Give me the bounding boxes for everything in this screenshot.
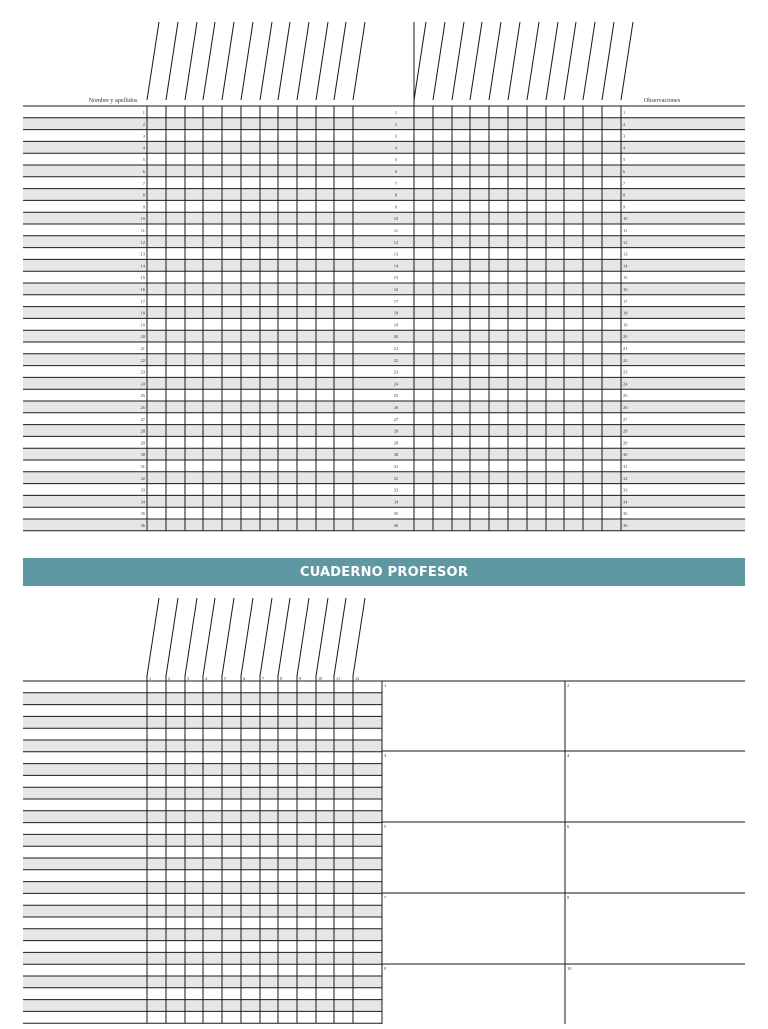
observation-row-number: 17 xyxy=(623,298,628,304)
left-row-number: 2 xyxy=(142,121,145,127)
left-row-number: 3 xyxy=(142,133,145,139)
column-header-slant xyxy=(353,22,365,100)
observation-row-number: 12 xyxy=(623,239,628,245)
right-row-number: 10 xyxy=(393,216,399,222)
right-row-number: 9 xyxy=(394,204,398,210)
row-stripe xyxy=(23,259,372,271)
row-stripe xyxy=(372,259,745,271)
column-number: 12 xyxy=(355,676,360,681)
row-stripe xyxy=(372,141,745,153)
left-row-number: 6 xyxy=(142,169,145,174)
row-stripe xyxy=(372,354,745,366)
right-row-number: 7 xyxy=(394,180,398,186)
observation-row-number: 34 xyxy=(623,499,628,505)
left-row-number: 31 xyxy=(140,464,145,469)
left-row-number: 36 xyxy=(140,523,145,528)
column-number: 2 xyxy=(168,676,171,681)
observation-row-number: 24 xyxy=(623,381,628,387)
column-header-slant xyxy=(260,598,272,676)
column-header-slant xyxy=(203,598,215,676)
right-row-number: 19 xyxy=(393,322,399,328)
observation-row-number: 7 xyxy=(623,180,626,186)
right-row-number: 27 xyxy=(393,416,399,422)
column-header-slant xyxy=(414,22,426,100)
note-box-number: 4 xyxy=(567,753,570,758)
right-row-number: 17 xyxy=(393,298,399,304)
observation-row-number: 27 xyxy=(623,416,628,422)
note-box-number: 9 xyxy=(384,966,387,971)
row-stripe xyxy=(23,401,372,413)
row-stripe xyxy=(23,448,372,460)
observation-row-number: 8 xyxy=(623,192,626,198)
left-row-number: 18 xyxy=(140,310,145,316)
column-header-slant xyxy=(297,598,309,676)
left-row-number: 17 xyxy=(140,298,145,304)
left-row-number: 23 xyxy=(140,369,145,375)
right-row-number: 11 xyxy=(393,228,399,233)
left-row-number: 8 xyxy=(142,192,145,198)
note-box-number: 2 xyxy=(567,683,570,688)
column-header-slant xyxy=(470,22,482,100)
column-number: 11 xyxy=(336,676,341,681)
column-header-slant xyxy=(489,22,501,100)
right-row-number: 21 xyxy=(393,346,399,351)
right-row-number: 25 xyxy=(393,393,399,399)
column-header-slant xyxy=(527,22,539,100)
observation-row-number: 36 xyxy=(623,523,628,528)
note-box-number: 7 xyxy=(384,895,387,900)
right-row-number: 1 xyxy=(394,110,398,115)
observation-row-number: 14 xyxy=(623,263,628,269)
left-row-number: 28 xyxy=(140,428,145,434)
right-row-number: 8 xyxy=(394,192,398,198)
left-row-number: 34 xyxy=(140,499,145,505)
observation-row-number: 29 xyxy=(623,440,628,446)
observation-row-number: 32 xyxy=(623,475,628,481)
observation-row-number: 15 xyxy=(623,275,628,281)
column-header-slant xyxy=(260,22,272,100)
left-row-number: 12 xyxy=(140,239,145,245)
column-header-slant xyxy=(316,22,328,100)
left-row-number: 26 xyxy=(140,405,145,410)
observations-header: Observaciones xyxy=(643,97,681,104)
right-row-number: 14 xyxy=(393,263,399,269)
left-row-number: 25 xyxy=(140,393,145,399)
observation-row-number: 9 xyxy=(623,204,626,210)
column-header-slant xyxy=(621,22,633,100)
observation-row-number: 1 xyxy=(623,110,626,115)
observation-row-number: 31 xyxy=(623,464,628,469)
left-row-number: 20 xyxy=(140,334,145,340)
left-row-number: 15 xyxy=(140,275,145,281)
right-row-number: 31 xyxy=(393,464,399,469)
column-number: 9 xyxy=(299,676,302,681)
right-row-number: 33 xyxy=(393,487,399,493)
banner-title: CUADERNO PROFESOR xyxy=(299,564,469,580)
row-stripe xyxy=(23,141,372,153)
left-row-number: 27 xyxy=(140,416,145,422)
row-stripe xyxy=(372,236,745,248)
observation-row-number: 26 xyxy=(623,405,628,410)
observation-row-number: 35 xyxy=(623,511,628,517)
left-row-number: 11 xyxy=(140,228,145,233)
right-row-number: 16 xyxy=(393,287,399,292)
column-number: 8 xyxy=(280,676,283,681)
right-row-number: 6 xyxy=(394,169,398,174)
observation-row-number: 13 xyxy=(623,251,628,257)
right-row-number: 26 xyxy=(393,405,399,410)
column-header-slant xyxy=(452,22,464,100)
left-row-number: 22 xyxy=(140,357,145,363)
left-row-number: 29 xyxy=(140,440,145,446)
column-header-slant xyxy=(508,22,520,100)
right-row-number: 12 xyxy=(393,239,399,245)
column-header-slant xyxy=(278,22,290,100)
note-box-number: 6 xyxy=(567,824,570,829)
column-header-slant xyxy=(334,22,346,100)
right-row-number: 29 xyxy=(393,440,399,446)
column-header-slant xyxy=(602,22,614,100)
right-row-number: 4 xyxy=(394,145,398,151)
row-stripe xyxy=(372,472,745,484)
row-stripe xyxy=(23,189,372,201)
note-box-number: 10 xyxy=(567,966,572,971)
left-row-number: 16 xyxy=(140,287,145,292)
column-number: 4 xyxy=(205,676,208,681)
column-header-slant xyxy=(147,598,159,676)
column-header-slant xyxy=(147,22,159,100)
column-header-slant xyxy=(241,22,253,100)
left-row-number: 5 xyxy=(142,157,145,163)
row-stripe xyxy=(23,236,372,248)
right-row-number: 3 xyxy=(394,133,398,139)
observation-row-number: 21 xyxy=(623,346,628,351)
left-row-number: 9 xyxy=(142,204,145,210)
column-header-slant xyxy=(222,22,234,100)
left-row-number: 35 xyxy=(140,511,145,517)
observation-row-number: 3 xyxy=(623,133,626,139)
row-stripe xyxy=(372,401,745,413)
right-row-number: 23 xyxy=(393,369,399,375)
observation-row-number: 28 xyxy=(623,428,628,434)
column-header-slant xyxy=(241,598,253,676)
row-stripe xyxy=(372,118,745,130)
column-number: 10 xyxy=(318,676,323,681)
left-row-number: 1 xyxy=(142,110,145,115)
left-row-number: 10 xyxy=(140,216,145,222)
row-stripe xyxy=(372,165,745,177)
column-number: 5 xyxy=(224,676,227,681)
column-header-slant xyxy=(353,598,365,676)
left-row-number: 19 xyxy=(140,322,145,328)
column-header-slant xyxy=(222,598,234,676)
note-box-number: 1 xyxy=(384,683,387,688)
column-number: 1 xyxy=(149,676,152,681)
right-row-number: 18 xyxy=(393,310,399,316)
observation-row-number: 22 xyxy=(623,357,628,363)
right-row-number: 32 xyxy=(393,475,399,481)
left-row-number: 33 xyxy=(140,487,145,493)
row-stripe xyxy=(23,307,372,319)
name-column-header: Nombre y apellidos xyxy=(88,97,138,104)
observation-row-number: 4 xyxy=(623,145,626,151)
row-stripe xyxy=(23,212,372,224)
column-header-slant xyxy=(203,22,215,100)
right-row-number: 22 xyxy=(393,357,399,363)
column-number: 6 xyxy=(243,676,246,681)
row-stripe xyxy=(23,425,372,437)
column-number: 3 xyxy=(187,676,190,681)
row-stripe xyxy=(372,283,745,295)
observation-row-number: 16 xyxy=(623,287,628,292)
left-row-number: 4 xyxy=(142,145,145,151)
note-box-number: 3 xyxy=(384,753,387,758)
row-stripe xyxy=(23,354,372,366)
left-row-number: 32 xyxy=(140,475,145,481)
row-stripe xyxy=(372,377,745,389)
right-row-number: 28 xyxy=(393,428,399,434)
column-header-slant xyxy=(185,598,197,676)
right-row-number: 15 xyxy=(393,275,399,281)
row-stripe xyxy=(372,425,745,437)
left-row-number: 7 xyxy=(142,180,145,186)
column-header-slant xyxy=(546,22,558,100)
observation-row-number: 33 xyxy=(623,487,628,493)
observation-row-number: 5 xyxy=(623,157,626,163)
left-row-number: 30 xyxy=(140,452,145,458)
observation-row-number: 25 xyxy=(623,393,628,399)
left-row-number: 13 xyxy=(140,251,145,257)
observation-row-number: 20 xyxy=(623,334,628,340)
title-banner xyxy=(23,558,745,586)
observation-row-number: 6 xyxy=(623,169,626,174)
left-row-number: 24 xyxy=(140,381,145,387)
row-stripe xyxy=(23,472,372,484)
observation-row-number: 19 xyxy=(623,322,628,328)
column-header-slant xyxy=(334,598,346,676)
column-header-slant xyxy=(316,598,328,676)
observation-row-number: 10 xyxy=(623,216,628,222)
left-row-number: 14 xyxy=(140,263,145,269)
right-row-number: 36 xyxy=(393,523,399,528)
column-header-slant xyxy=(278,598,290,676)
observation-row-number: 2 xyxy=(623,121,626,127)
row-stripe xyxy=(23,330,372,342)
row-stripe xyxy=(23,283,372,295)
observation-row-number: 11 xyxy=(623,228,628,233)
row-stripe xyxy=(372,189,745,201)
row-stripe xyxy=(23,377,372,389)
row-stripe xyxy=(23,495,372,507)
observation-row-number: 23 xyxy=(623,369,628,375)
right-row-number: 5 xyxy=(394,157,398,163)
right-row-number: 30 xyxy=(393,452,399,458)
right-row-number: 20 xyxy=(393,334,399,340)
column-header-slant xyxy=(564,22,576,100)
row-stripe xyxy=(23,118,372,130)
column-number: 7 xyxy=(262,676,265,681)
row-stripe xyxy=(23,165,372,177)
observation-row-number: 18 xyxy=(623,310,628,316)
row-stripe xyxy=(372,519,745,531)
right-row-number: 24 xyxy=(393,381,399,387)
row-stripe xyxy=(372,495,745,507)
note-box-number: 5 xyxy=(384,824,387,829)
note-box-number: 8 xyxy=(567,895,570,900)
row-stripe xyxy=(372,307,745,319)
row-stripe xyxy=(372,448,745,460)
column-header-slant xyxy=(185,22,197,100)
column-header-slant xyxy=(166,598,178,676)
row-stripe xyxy=(23,519,372,531)
column-header-slant xyxy=(166,22,178,100)
column-header-slant xyxy=(297,22,309,100)
left-row-number: 21 xyxy=(140,346,145,351)
right-row-number: 13 xyxy=(393,251,399,257)
right-row-number: 2 xyxy=(394,121,398,127)
row-stripe xyxy=(372,330,745,342)
row-stripe xyxy=(372,212,745,224)
column-header-slant xyxy=(433,22,445,100)
right-row-number: 35 xyxy=(393,511,399,517)
right-row-number: 34 xyxy=(393,499,399,505)
column-header-slant xyxy=(583,22,595,100)
observation-row-number: 30 xyxy=(623,452,628,458)
